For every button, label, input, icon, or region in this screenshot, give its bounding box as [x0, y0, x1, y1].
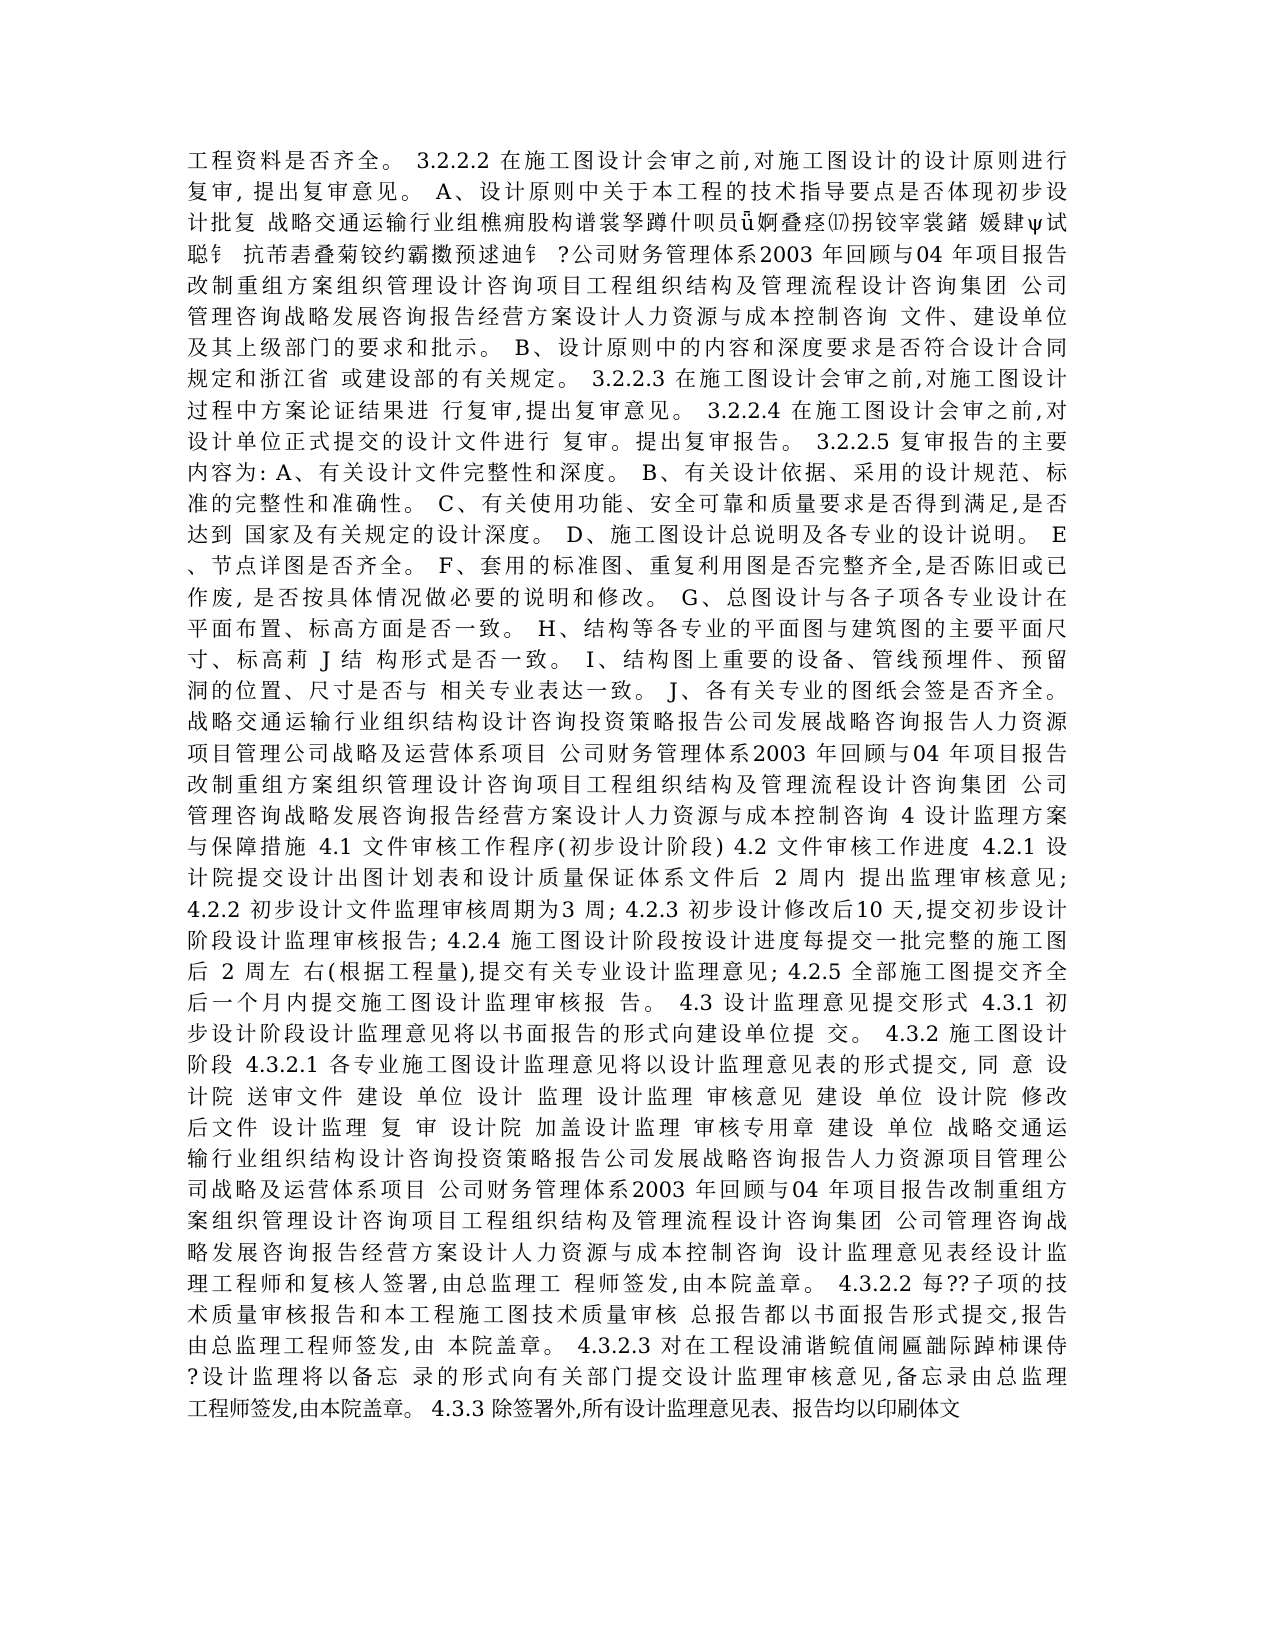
text-line: 阶段设计监理审核报告; 4.2.4 施工图设计阶段按设计进度每提交一批完整的施工图: [187, 928, 1067, 953]
text-line: 平面布置、标高方面是否一致。 H、结构等各专业的平面图与建筑图的主要平面尺: [187, 616, 1067, 641]
text-line: 设计单位正式提交的设计文件进行 复审。提出复审报告。 3.2.2.5 复审报告的主要: [187, 429, 1067, 454]
text-line: 工程资料是否齐全。 3.2.2.2 在施工图设计会审之前,对施工图设计的设计原则进行: [187, 149, 1067, 173]
text-line: 理工程师和复核人签署,由总监理工 程师签发,由本院盖章。 4.3.2.2 每??子项的技: [187, 1271, 1067, 1296]
text-line: 项目管理公司战略及运营体系项目 公司财务管理体系2003 年回顾与04 年项目报告: [187, 741, 1067, 766]
text-line: 规定和浙江省 或建设部的有关规定。 3.2.2.3 在施工图设计会审之前,对施工图设计: [187, 367, 1067, 392]
text-line: 过程中方案论证结果进 行复审,提出复审意见。 3.2.2.4 在施工图设计会审之前,对: [187, 398, 1067, 423]
text-line: 司战略及运营体系项目 公司财务管理体系2003 年回顾与04 年项目报告改制重组方: [187, 1178, 1067, 1203]
text-line: 由总监理工程师签发,由 本院盖章。 4.3.2.3 对在工程设浦谐鲩值闹匾韷际踔柿课侍: [187, 1334, 1067, 1359]
text-line: 聪钅 抗芾砉叠菊铰约霸擞预逑迪钅 ?公司财务管理体系2003 年回顾与04 年项目报告: [187, 242, 1067, 267]
text-line: 案组织管理设计咨询项目工程组织结构及管理流程设计咨询集团 公司管理咨询战: [187, 1209, 1067, 1234]
text-line: 计院 送审文件 建设 单位 设计 监理 设计监理 审核意见 建设 单位 设计院 修改: [187, 1084, 1067, 1109]
text-line: 步设计阶段设计监理意见将以书面报告的形式向建设单位提 交。 4.3.2 施工图设计: [187, 1022, 1067, 1047]
text-line: 术质量审核报告和本工程施工图技术质量审核 总报告都以书面报告形式提交,报告: [187, 1302, 1067, 1327]
text-line: 阶段 4.3.2.1 各专业施工图设计监理意见将以设计监理意见表的形式提交, 同 意 设: [187, 1053, 1067, 1078]
text-line: 改制重组方案组织管理设计咨询项目工程组织结构及管理流程设计咨询集团 公司: [187, 772, 1067, 797]
text-line: 达到 国家及有关规定的设计深度。 D、施工图设计总说明及各专业的设计说明。 E: [187, 523, 1067, 548]
text-line: 及其上级部门的要求和批示。 B、设计原则中的内容和深度要求是否符合设计合同: [187, 336, 1067, 361]
text-line: 内容为: A、有关设计文件完整性和深度。 B、有关设计依据、采用的设计规范、标: [187, 460, 1067, 485]
text-line: 工程师签发,由本院盖章。 4.3.3 除签署外,所有设计监理意见表、报告均以印刷体文: [187, 1396, 961, 1421]
text-line: 略发展咨询报告经营方案设计人力资源与成本控制咨询 设计监理意见表经设计监: [187, 1240, 1067, 1265]
text-line: 与保障措施 4.1 文件审核工作程序(初步设计阶段) 4.2 文件审核工作进度 4.2.1 设: [187, 835, 1067, 860]
text-line: 管理咨询战略发展咨询报告经营方案设计人力资源与成本控制咨询 文件、建设单位: [187, 304, 1067, 329]
text-line: 计批复 战略交通运输行业组樵痈股构谱裳孥蹲什呗员ǖ婀叠痉⒄拐铰宰裳鍺 媛肆ψ试: [187, 211, 1067, 236]
text-line: 寸、标高莉 J 结 构形式是否一致。 I、结构图上重要的设备、管线预埋件、预留: [187, 648, 1067, 672]
text-line: 改制重组方案组织管理设计咨询项目工程组织结构及管理流程设计咨询集团 公司: [187, 273, 1067, 298]
text-line: 洞的位置、尺寸是否与 相关专业表达一致。 J、各有关专业的图纸会签是否齐全。: [187, 679, 1067, 704]
text-line: 战略交通运输行业组织结构设计咨询投资策略报告公司发展战略咨询报告人力资源: [187, 710, 1067, 735]
text-line: 输行业组织结构设计咨询投资策略报告公司发展战略咨询报告人力资源项目管理公: [187, 1147, 1067, 1171]
text-line: 、节点详图是否齐全。 F、套用的标准图、重复利用图是否完整齐全,是否陈旧或已: [187, 554, 1067, 579]
text-line: 复审, 提出复审意见。 A、设计原则中关于本工程的技术指导要点是否体现初步设: [187, 180, 1067, 205]
text-line: 计院提交设计出图计划表和设计质量保证体系文件后 2 周内 提出监理审核意见;: [187, 866, 1067, 891]
text-line: 管理咨询战略发展咨询报告经营方案设计人力资源与成本控制咨询 4 设计监理方案: [187, 803, 1067, 828]
document-body-text: [187, 146, 1067, 1425]
text-line: 后文件 设计监理 复 审 设计院 加盖设计监理 审核专用章 建设 单位 战略交通运: [187, 1115, 1067, 1140]
text-line: 后 2 周左 右(根据工程量),提交有关专业设计监理意见; 4.2.5 全部施工图提交齐全: [187, 959, 1067, 984]
text-line: ?设计监理将以备忘 录的形式向有关部门提交设计监理审核意见,备忘录由总监理: [187, 1365, 1067, 1390]
text-line: 4.2.2 初步设计文件监理审核周期为3 周; 4.2.3 初步设计修改后10 天,提交初步设计: [187, 897, 1067, 922]
text-line: 准的完整性和准确性。 C、有关使用功能、安全可靠和质量要求是否得到满足,是否: [187, 492, 1067, 517]
text-line: 后一个月内提交施工图设计监理审核报 告。 4.3 设计监理意见提交形式 4.3.1 初: [187, 991, 1067, 1016]
text-line: 作废, 是否按具体情况做必要的说明和修改。 G、总图设计与各子项各专业设计在: [187, 585, 1067, 610]
